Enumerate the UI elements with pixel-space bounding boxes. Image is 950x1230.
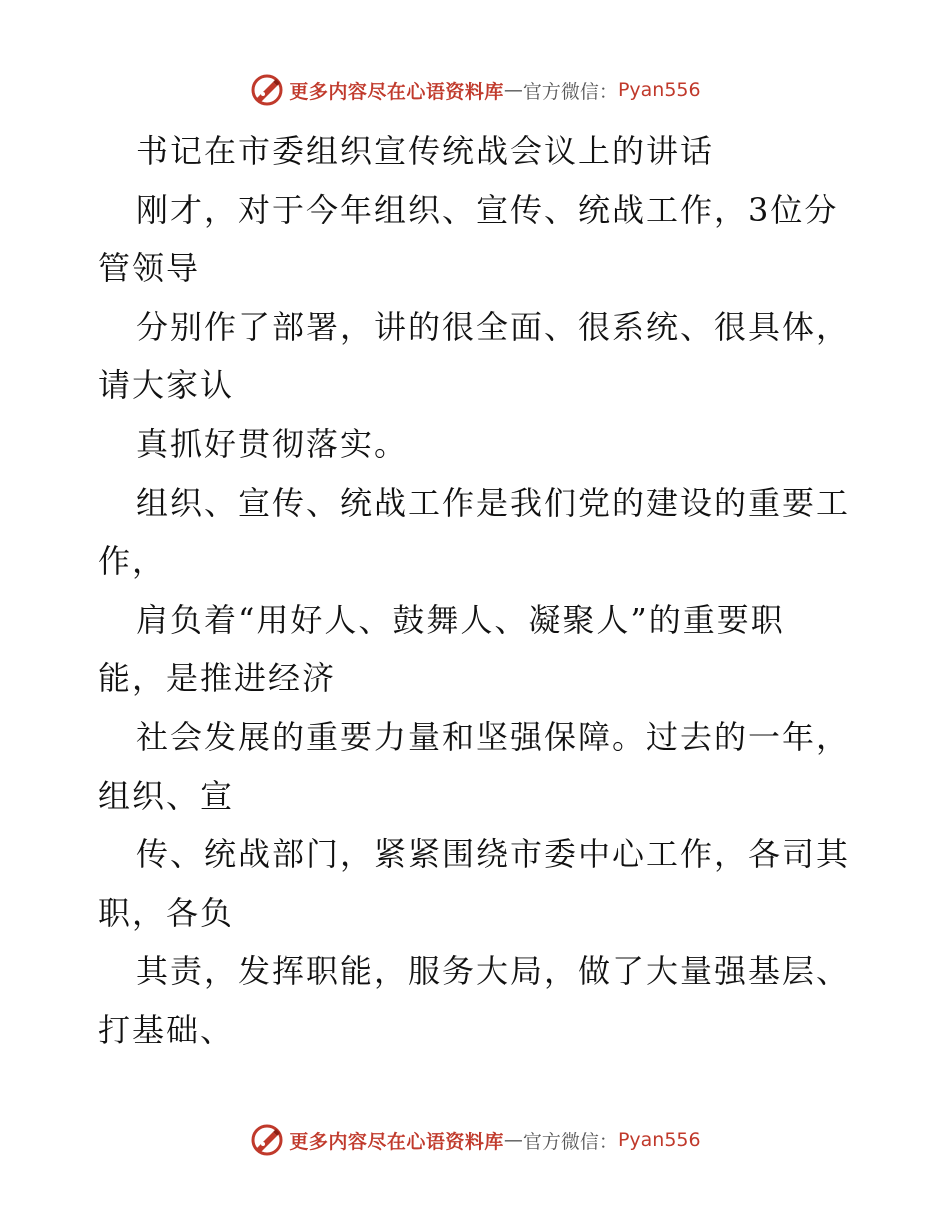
banner-contact-label: 官方微信：	[522, 80, 618, 103]
banner-contact-label: 官方微信：	[522, 1130, 618, 1153]
header-watermark-banner	[0, 70, 950, 110]
document-line: 其责，发挥职能，服务大局，做了大量强基层、	[136, 952, 851, 991]
document-line: 肩负着“用好人、鼓舞人、凝聚人”的重要职	[136, 600, 785, 639]
document-line: 请大家认	[98, 366, 235, 405]
document-line: 书记在市委组织宣传统战会议上的讲话	[136, 132, 715, 170]
pen-logo-icon	[249, 72, 285, 108]
document-line: 组织、宣传、统战工作是我们党的建设的重要工	[136, 483, 851, 522]
banner-contact-id: Pyan556	[617, 1129, 701, 1151]
document-line: 分别作了部署，讲的很全面、很系统、很具体，	[136, 307, 851, 346]
pen-logo-icon	[249, 1122, 285, 1158]
document-line: 管领导	[98, 249, 201, 288]
document-line: 职，各负	[98, 893, 235, 932]
document-line: 刚才，对于今年组织、宣传、统战工作，3位分	[136, 190, 839, 229]
footer-watermark-banner	[0, 1120, 950, 1160]
banner-separator: —	[503, 79, 523, 101]
document-line: 作，	[98, 542, 167, 581]
document-line: 传、统战部门，紧紧围绕市委中心工作，各司其	[136, 835, 851, 874]
document-line: 组织、宣	[98, 776, 235, 815]
document-line: 社会发展的重要力量和坚强保障。过去的一年，	[136, 717, 851, 756]
document-body	[98, 122, 858, 1060]
banner-brand-text: 更多内容尽在心语资料库	[289, 80, 504, 103]
banner-separator: —	[503, 1129, 523, 1151]
banner-contact-id: Pyan556	[617, 79, 701, 101]
banner-brand-text: 更多内容尽在心语资料库	[289, 1130, 504, 1153]
document-line: 真抓好贯彻落实。	[136, 424, 409, 463]
document-line: 打基础、	[98, 1010, 235, 1049]
document-line: 能，是推进经济	[98, 659, 337, 698]
